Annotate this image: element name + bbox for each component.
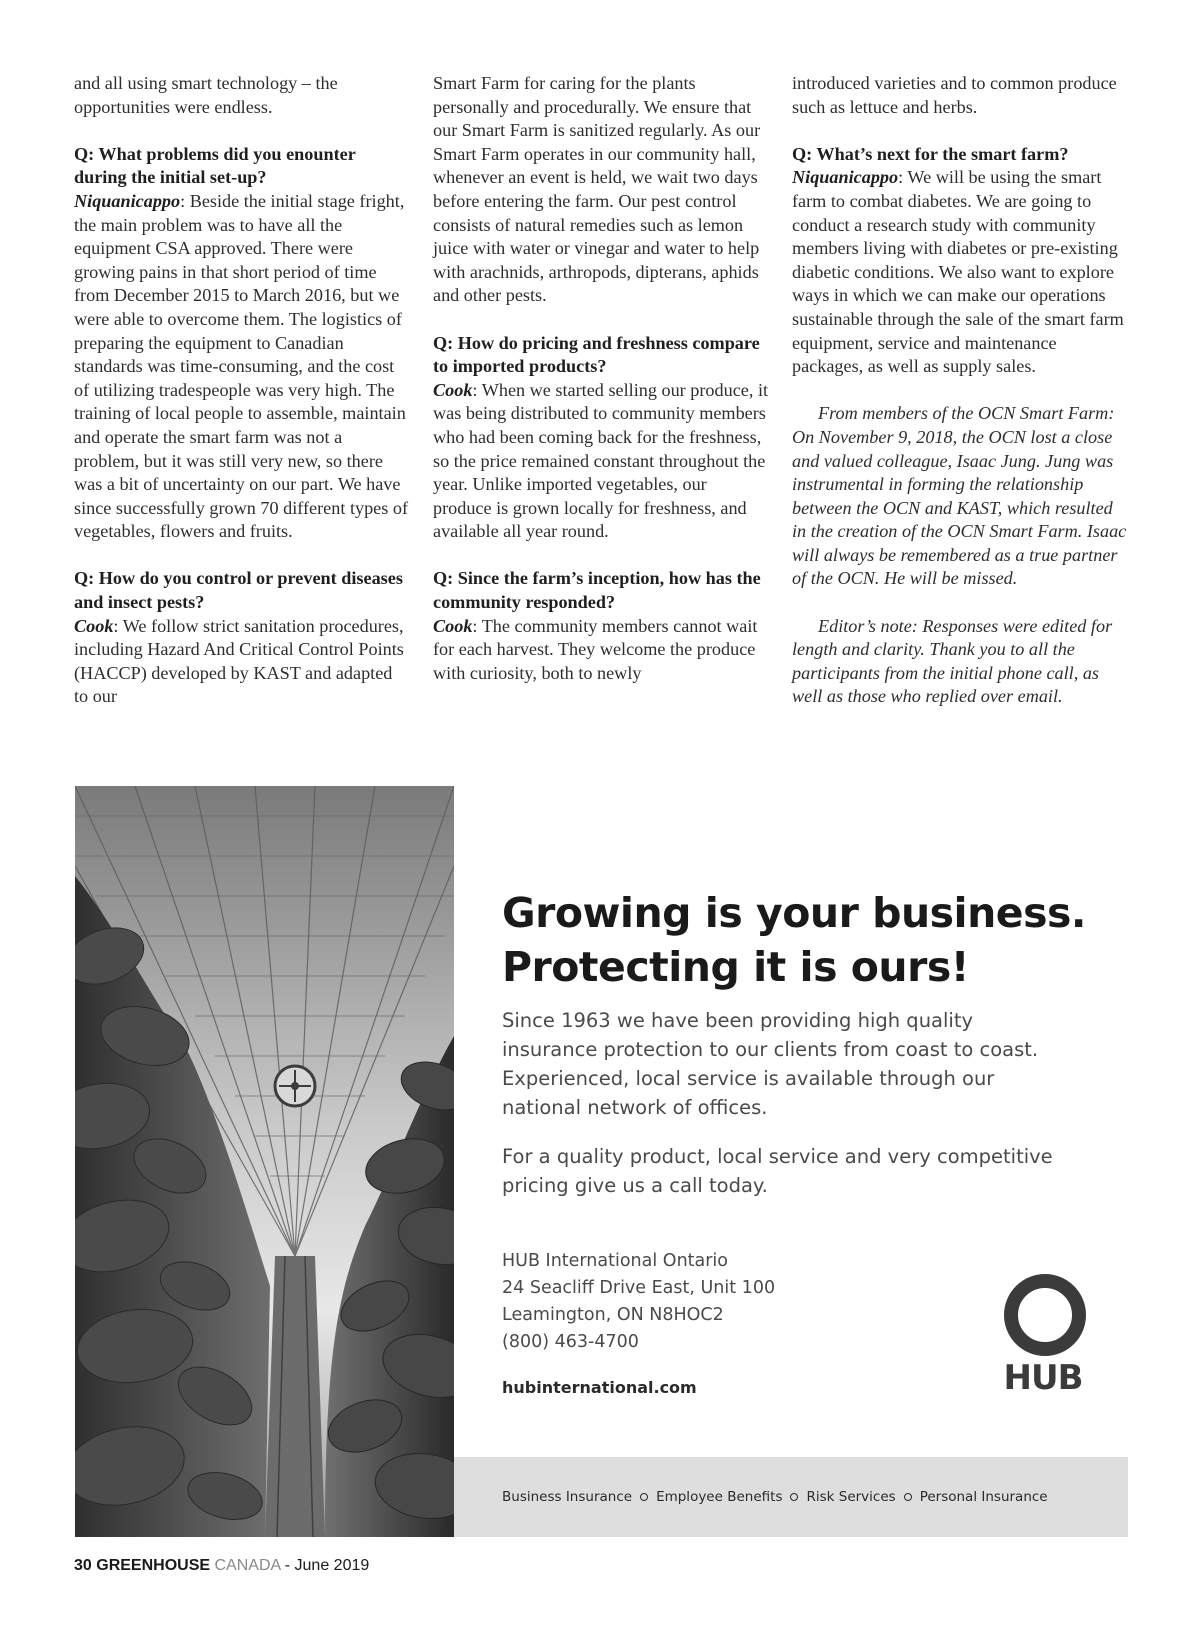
article-column-3 <box>792 72 1128 709</box>
article-column-1 <box>74 72 410 709</box>
ad-headline <box>502 886 1122 994</box>
ad-body-paragraph: Since 1963 we have been providing high quality insurance protection to our clients from coast to coast. Experienced, local service is available through our national network of offices. <box>502 1009 1039 1119</box>
qa-block <box>433 332 769 544</box>
speaker-name: Niquanicappo <box>74 190 181 211</box>
company-name: HUB International Ontario <box>502 1251 729 1271</box>
page-footer <box>74 1557 369 1575</box>
phone-number: (800) 463-4700 <box>502 1332 639 1352</box>
service-item: Risk Services <box>806 1489 896 1505</box>
hub-advertisement <box>75 786 1128 1537</box>
ad-address <box>502 1248 902 1356</box>
bullet-circle-icon <box>640 1493 648 1501</box>
speaker-name: Cook <box>74 615 114 636</box>
answer: : We follow strict sanitation procedures, including Hazard And Critical Control Points (HACCP) developed by KAST and adapted to our <box>74 615 404 707</box>
answer: : When we started selling our produce, it was being distributed to community members who had been coming back for the freshness, so the price remained constant throughout the year. Unlike imported vegetables, our produce is grown locally for freshness, and available all year round. <box>433 379 769 542</box>
city-postal: Leamington, ON N8HOC2 <box>502 1305 724 1325</box>
magazine-name-suffix: CANADA <box>214 1557 281 1574</box>
greenhouse-photo <box>75 786 454 1537</box>
headline-line-2: Protecting it is ours! <box>502 943 969 991</box>
website-link[interactable]: hubinternational.com <box>502 1378 697 1397</box>
magazine-name: GREENHOUSE <box>96 1557 211 1574</box>
paragraph: introduced varieties and to common produce such as lettuce and herbs. <box>792 73 1117 117</box>
service-item: Business Insurance <box>502 1489 633 1505</box>
hub-logo-text: HUB <box>1003 1358 1083 1398</box>
qa-block <box>792 143 1128 379</box>
service-item: Personal Insurance <box>919 1489 1048 1505</box>
question: Q: How do pricing and freshness compare to imported products? <box>433 332 760 377</box>
qa-block <box>74 143 410 544</box>
hub-logo <box>988 1274 1098 1398</box>
service-item: Employee Benefits <box>656 1489 783 1505</box>
ad-body-paragraph: For a quality product, local service and very competitive pricing give us a call today. <box>502 1145 1053 1197</box>
speaker-name: Cook <box>433 615 473 636</box>
editors-note: Editor’s note: Responses were edited for length and clarity. Thank you to all the participants from the initial phone call, as well as those who replied over email. <box>792 615 1113 707</box>
page-number: 30 <box>74 1557 92 1574</box>
question: Q: What problems did you enounter during the initial set-up? <box>74 143 356 188</box>
bullet-circle-icon <box>904 1493 912 1501</box>
answer: : We will be using the smart farm to combat diabetes. We are going to conduct a research study with community members living with diabetes or pre-existing diabetic conditions. We also want to explore ways in which we can make our operations sustainable through the sale of the smart farm equipment, service and maintenance packages, as well as supply sales. <box>792 167 1124 377</box>
qa-block <box>74 567 410 709</box>
paragraph: Smart Farm for caring for the plants personally and procedurally. We ensure that our Smart Farm is sanitized regularly. As our Smart Farm operates in our community hall, whenever an event is held, we wait two days before entering the farm. Our pest control consists of natural remedies such as lemon juice with water or vinegar and water to help with arachnids, arthropods, dipterans, aphids and other pests. <box>433 73 761 306</box>
question: Q: What’s next for the smart farm? <box>792 143 1069 164</box>
question: Q: How do you control or prevent diseases and insect pests? <box>74 568 403 613</box>
speaker-name: Cook <box>433 379 473 400</box>
memorial-note: From members of the OCN Smart Farm: On November 9, 2018, the OCN lost a close and valued colleague, Isaac Jung. Jung was instrumental in forming the relationship between the OCN and KAST, which resulted in the creation of the OCN Smart Farm. Isaac will always be remembered as a true partner of the OCN. He will be missed. <box>792 403 1127 589</box>
answer: : The community members cannot wait for each harvest. They welcome the produce with curiosity, both to newly <box>433 615 758 683</box>
services-bar <box>454 1457 1128 1537</box>
services-list <box>502 1489 1048 1505</box>
speaker-name: Niquanicappo <box>792 167 899 188</box>
paragraph: and all using smart technology – the opportunities were endless. <box>74 73 338 117</box>
bullet-circle-icon <box>790 1493 798 1501</box>
qa-block <box>433 567 769 685</box>
issue-date: - June 2019 <box>284 1557 370 1574</box>
headline-line-1: Growing is your business. <box>502 889 1086 937</box>
answer: : Beside the initial stage fright, the main problem was to have all the equipment CSA approved. There were growing pains in that short period of time from December 2015 to March 2016, but we were able to overcome them. The logistics of preparing the equipment to Canadian standards was time-consuming, and the cost of utilizing tradespeople was very high. The training of local people to assemble, maintain and operate the smart farm was not a problem, but it was still very new, so there was a bit of uncertainty on our part. We have since successfully grown 70 different types of vegetables, flowers and fruits. <box>74 190 409 542</box>
hub-logo-ring-icon <box>1004 1274 1086 1356</box>
article-column-2 <box>433 72 769 685</box>
question: Q: Since the farm’s inception, how has the community responded? <box>433 568 761 613</box>
street-address: 24 Seacliff Drive East, Unit 100 <box>502 1278 776 1298</box>
